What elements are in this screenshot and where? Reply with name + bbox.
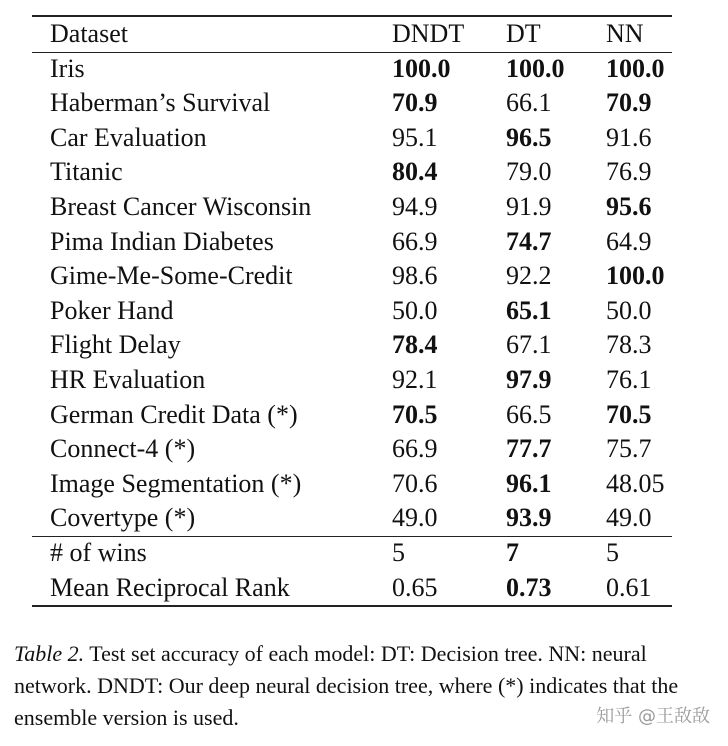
table-cell: Flight Delay <box>50 330 181 360</box>
table-cell: 50.0 <box>606 295 652 325</box>
table-cell: 66.9 <box>392 226 438 256</box>
header-nn: NN <box>606 19 644 48</box>
header-dataset: Dataset <box>50 19 128 48</box>
header-dndt: DNDT <box>392 19 465 48</box>
table-cell: Covertype (*) <box>50 503 196 533</box>
table-cell: 100.0 <box>606 261 665 291</box>
table-cell: 64.9 <box>606 226 652 256</box>
table-cell: 70.5 <box>392 399 438 429</box>
table-cell: 78.3 <box>606 330 652 360</box>
summary-cell: 0.65 <box>392 572 438 602</box>
table-row <box>32 294 690 329</box>
table-row <box>32 467 690 502</box>
caption-text: Test set accuracy of each model: DT: Decision tree. NN: neural network. DNDT: Our deep neural decision tree, where (*) indicates that the ensemble version is used. <box>14 641 679 730</box>
watermark-text: 知乎 @王敌敌 <box>596 706 710 727</box>
table-cell: 70.5 <box>606 399 652 429</box>
table-cell: 95.6 <box>606 191 652 221</box>
table-row <box>32 52 690 87</box>
table-cell: 91.6 <box>606 122 652 152</box>
summary-cell: 0.61 <box>606 572 652 602</box>
table-cell: 93.9 <box>506 503 552 533</box>
table-cell: 92.1 <box>392 364 438 394</box>
table-row <box>32 501 690 536</box>
table-cell: 92.2 <box>506 261 552 291</box>
header-rule <box>32 52 672 53</box>
table-cell: 80.4 <box>392 157 438 187</box>
results-table <box>32 17 690 605</box>
caption-label: Table 2. <box>14 641 85 666</box>
results-table-container <box>32 15 672 605</box>
table-cell: 94.9 <box>392 191 438 221</box>
table-cell: 70.9 <box>392 88 438 118</box>
table-cell: 67.1 <box>506 330 552 360</box>
summary-rule <box>32 536 672 537</box>
table-cell: 76.1 <box>606 364 652 394</box>
table-row <box>32 328 690 363</box>
table-cell: Car Evaluation <box>50 122 207 152</box>
table-row <box>32 86 690 121</box>
summary-row <box>32 571 690 606</box>
summary-cell: 5 <box>606 537 619 567</box>
table-cell: 65.1 <box>506 295 552 325</box>
table-row <box>32 121 690 156</box>
table-cell: 77.7 <box>506 434 552 464</box>
top-rule <box>32 15 672 17</box>
table-cell: 91.9 <box>506 191 552 221</box>
table-cell: 66.5 <box>506 399 552 429</box>
table-cell: 48.05 <box>606 468 665 498</box>
table-cell: Image Segmentation (*) <box>50 468 302 498</box>
table-cell: 100.0 <box>392 53 451 83</box>
table-row <box>32 190 690 225</box>
table-cell: German Credit Data (*) <box>50 399 298 429</box>
table-cell: 100.0 <box>506 53 565 83</box>
summary-cell: 5 <box>392 537 405 567</box>
table-row <box>32 432 690 467</box>
table-cell: 96.1 <box>506 468 552 498</box>
table-cell: Titanic <box>50 157 123 187</box>
table-cell: 95.1 <box>392 122 438 152</box>
summary-row <box>32 536 690 571</box>
table-cell: 49.0 <box>606 503 652 533</box>
summary-rows <box>32 536 690 605</box>
header-row <box>32 17 690 52</box>
table-cell: 97.9 <box>506 364 552 394</box>
table-cell: 66.9 <box>392 434 438 464</box>
table-row <box>32 259 690 294</box>
table-cell: 49.0 <box>392 503 438 533</box>
table-cell: Iris <box>50 53 85 83</box>
table-cell: 78.4 <box>392 330 438 360</box>
table-row <box>32 155 690 190</box>
table-row <box>32 398 690 433</box>
table-cell: 96.5 <box>506 122 552 152</box>
table-cell: Breast Cancer Wisconsin <box>50 191 312 221</box>
table-row <box>32 225 690 260</box>
table-cell: 70.6 <box>392 468 438 498</box>
table-cell: Haberman’s Survival <box>50 88 271 118</box>
table-cell: 76.9 <box>606 157 652 187</box>
table-row <box>32 363 690 398</box>
summary-cell: 7 <box>506 537 519 567</box>
table-cell: Poker Hand <box>50 295 174 325</box>
table-cell: 98.6 <box>392 261 438 291</box>
bottom-rule <box>32 605 672 607</box>
summary-cell: Mean Reciprocal Rank <box>50 572 290 602</box>
table-cell: 66.1 <box>506 88 552 118</box>
table-cell: 79.0 <box>506 157 552 187</box>
table-cell: 50.0 <box>392 295 438 325</box>
table-cell: 70.9 <box>606 88 652 118</box>
summary-cell: # of wins <box>50 537 147 567</box>
table-cell: 74.7 <box>506 226 552 256</box>
dataset-rows <box>32 52 690 536</box>
summary-cell: 0.73 <box>506 572 552 602</box>
table-cell: Pima Indian Diabetes <box>50 226 274 256</box>
table-cell: 100.0 <box>606 53 665 83</box>
table-cell: Connect-4 (*) <box>50 434 196 464</box>
table-cell: HR Evaluation <box>50 364 206 394</box>
watermark <box>596 702 710 728</box>
table-cell: 75.7 <box>606 434 652 464</box>
header-dt: DT <box>506 19 541 48</box>
table-cell: Gime-Me-Some-Credit <box>50 261 293 291</box>
